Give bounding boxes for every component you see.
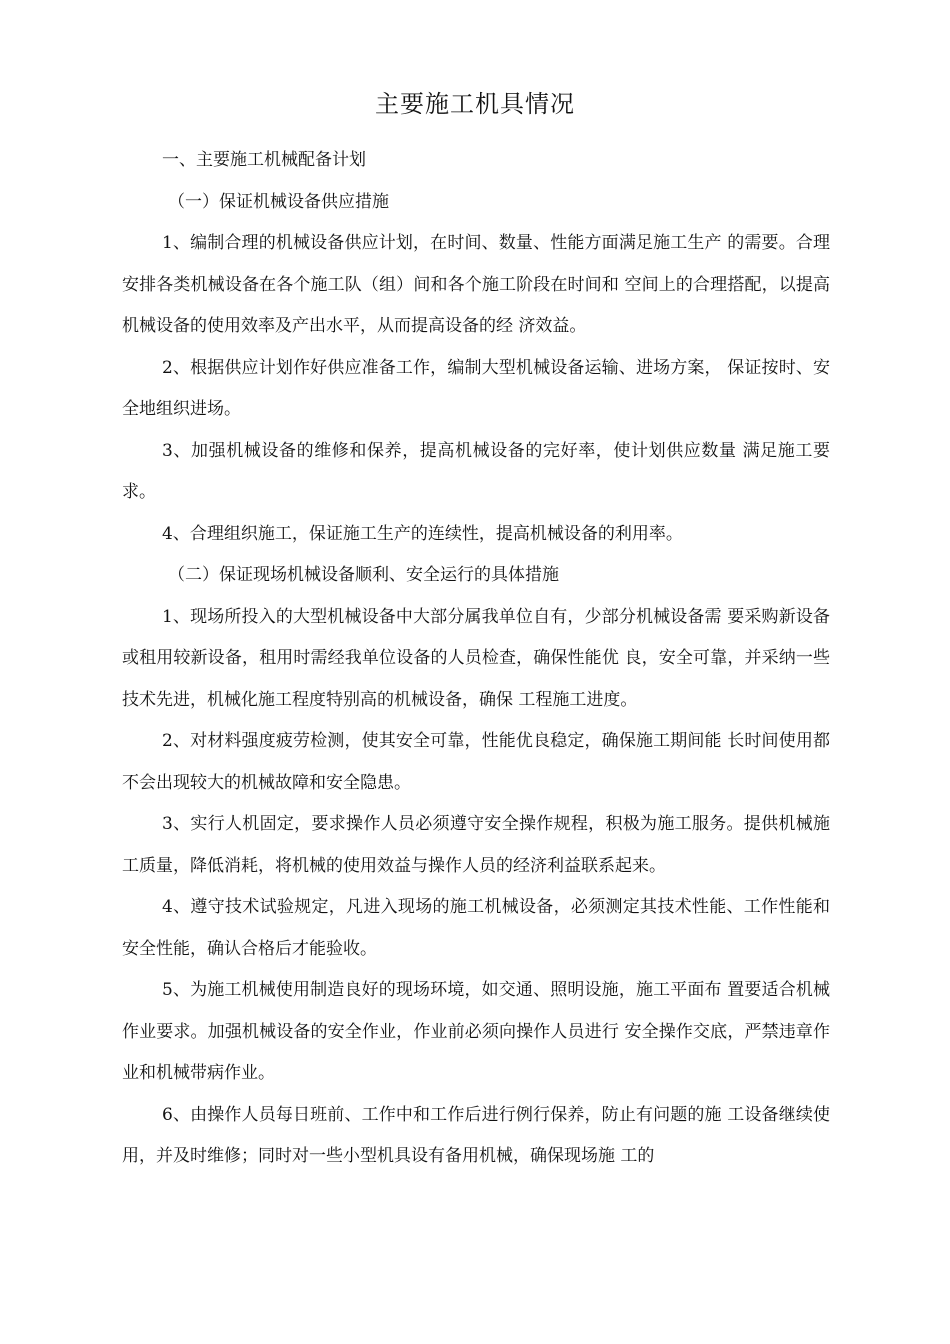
paragraph: 3、实行人机固定，要求操作人员必须遵守安全操作规程，积极为施工服务。提供机械施工质量，降低消耗，将机械的使用效益与操作人员的经济利益联系起来。 [122,814,830,876]
paragraph: 5、为施工机械使用制造良好的现场环境，如交通、照明设施，施工平面布 置要适合机械作业要求。加强机械设备的安全作业，作业前必须向操作人员进行 安全操作交底，严禁违章作业和机械带病作业。 [122,980,830,1083]
subsection-heading-2: （二）保证现场机械设备顺利、安全运行的具体措施 [168,565,559,585]
page-title: 主要施工机具情况 [375,90,575,118]
paragraph: 3、加强机械设备的维修和保养，提高机械设备的完好率，使计划供应数量 满足施工要求。 [122,440,830,502]
paragraph: 2、对材料强度疲劳检测，使其安全可靠，性能优良稳定，确保施工期间能 长时间使用都不会出现较大的机械故障和安全隐患。 [122,731,830,793]
paragraph: 1、现场所投入的大型机械设备中大部分属我单位自有，少部分机械设备需 要采购新设备或租用较新设备，租用时需经我单位设备的人员检查，确保性能优 良，安全可靠，并采纳一些技术先进，机械化施工程度特别高的机械设备，确保 工程施工进度。 [122,606,830,710]
paragraph: 4、合理组织施工，保证施工生产的连续性，提高机械设备的利用率。 [162,523,683,544]
document-body [122,140,830,1178]
paragraph: 6、由操作人员每日班前、工作中和工作后进行例行保养，防止有问题的施 工设备继续使用，并及时维修；同时对一些小型机具设有备用机械，确保现场施 工的 [122,1104,830,1166]
section-heading-1: 一、主要施工机械配备计划 [162,150,366,170]
subsection-heading-1: （一）保证机械设备供应措施 [168,191,389,212]
paragraph: 1、编制合理的机械设备供应计划，在时间、数量、性能方面满足施工生产 的需要。合理安排各类机械设备在各个施工队（组）间和各个施工阶段在时间和 空间上的合理搭配，以提高机械设备的使用效率及产出水平，从而提高设备的经 济效益。 [122,233,830,336]
paragraph: 4、遵守技术试验规定，凡进入现场的施工机械设备，必须测定其技术性能、工作性能和安全性能，确认合格后才能验收。 [122,897,830,959]
paragraph: 2、根据供应计划作好供应准备工作，编制大型机械设备运输、进场方案， 保证按时、安全地组织进场。 [122,357,830,419]
